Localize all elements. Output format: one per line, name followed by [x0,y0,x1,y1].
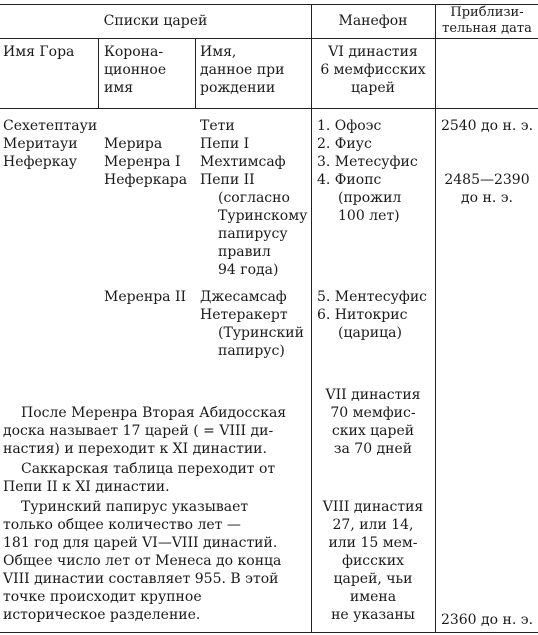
list-item: 3. Метесуфис [317,154,418,170]
manetho-list-dynasty-6 [317,117,418,189]
list-item: Пепи II [200,172,255,188]
list-item: Сехетептауи [3,118,98,134]
header-manetho: Манефон [338,13,408,29]
manetho-list-5-6 [317,288,427,324]
merenra-2-coronation: Меренра II [104,289,187,305]
list-item: 6. Нитокрис [317,307,408,323]
phiops-note: (прожил 100 лет) [338,190,402,224]
header-king-lists: Списки царей [103,13,208,29]
list-item: 1. Офоэс [317,118,382,134]
list-item: Меренра I [104,154,181,170]
list-item: Пепи I [200,136,250,152]
list-item: Неферкара [104,172,188,188]
column-divider-right [435,4,436,632]
subheader-birth-name: Имя, данное при рождении [200,44,285,96]
table-bottom-rule [0,632,538,633]
merenra-2-birth-names: Джесамсаф Нетеракерт [200,289,288,323]
birth-names-list [200,117,286,189]
subheader-bottom-rule [0,108,538,109]
list-item: Меритауи [3,136,78,152]
date-2360: 2360 до н. э. [440,612,534,628]
dynasty-6-heading: VI династия 6 мемфисских царей [320,44,426,96]
list-item: 5. Ментесуфис [317,289,427,305]
subcolumn-divider-2 [195,38,196,108]
list-item: Мерира [104,136,163,152]
list-item: 2. Фиус [317,136,372,152]
date-2485-2390: 2485—2390 до н. э. [444,172,530,206]
header-bottom-rule [0,38,538,39]
coronation-names-list [104,135,187,189]
turin-papyrus-note: (Туринский папирус) [218,325,304,359]
abydos-note: После Меренра Вторая Абидосская доска называет 17 царей ( = VIII ди- настия) и переходит к XI династии. [3,405,287,457]
pepi-2-note: (согласно Туринскому папирусу правил 94 года) [218,190,308,278]
list-item: Неферкау [3,154,78,170]
header-approx-date: Приблизи- тельная дата [442,5,532,36]
horus-names-list [3,117,97,171]
turin-total-note: Туринский папирус указывает только общее количество лет — 181 год для царей VI—VIII династий. Общее число лет от Менеса до конца VIII династии составляет 955. В этой точке происходит крупное историческое разделение. [3,499,282,623]
list-item: 4. Фиопс [317,172,382,188]
date-2540: 2540 до н. э. [440,118,534,134]
saqqara-note: Саккарская таблица переходит от Пепи II к XI династии. [3,461,276,495]
list-item: Мехтимсаф [200,154,286,170]
subheader-coronation-name: Корона- ционное имя [104,44,167,96]
dynasty-8-block: VIII династия 27, или 14, или 15 мем- фисских царей, чьи имена не указаны [322,499,424,623]
subheader-horus-name: Имя Гора [3,44,75,60]
subcolumn-divider-1 [98,38,99,108]
queen-note: (царица) [338,325,402,341]
list-item: Тети [200,118,235,134]
dynasty-7-block: VII династия 70 мемфис- ских царей за 70 дней [325,387,421,457]
